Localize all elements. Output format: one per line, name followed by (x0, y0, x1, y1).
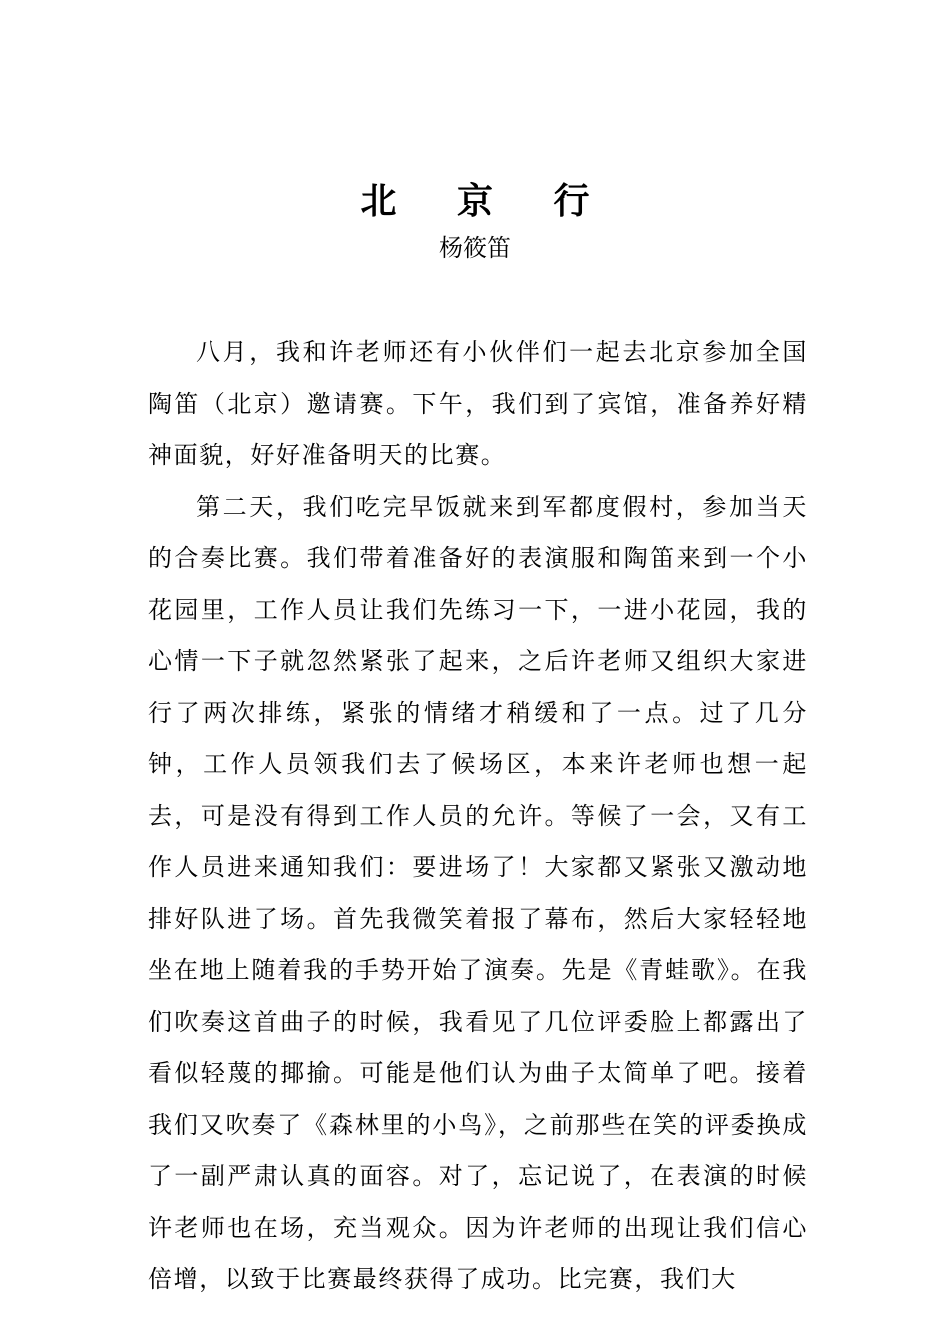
document-title: 北 京 行 (360, 180, 614, 222)
document-body (148, 327, 808, 1306)
paragraph: 第二天，我们吃完早饭就来到军都度假村，参加当天的合奏比赛。我们带着准备好的表演服和陶笛来到一个小花园里，工作人员让我们先练习一下，一进小花园，我的心情一下子就忽然紧张了起来，之后许老师又组织大家进行了两次排练，紧张的情绪才稍缓和了一点。过了几分钟，工作人员领我们去了候场区，本来许老师也想一起去，可是没有得到工作人员的允许。等候了一会，又有工作人员进来通知我们：要进场了！大家都又紧张又激动地排好队进了场。首先我微笑着报了幕布，然后大家轻轻地坐在地上随着我的手势开始了演奏。先是《青蛙歌》。在我们吹奏这首曲子的时候，我看见了几位评委脸上都露出了看似轻蔑的揶揄。可能是他们认为曲子太简单了吧。接着我们又吹奏了《森林里的小鸟》，之前那些在笑的评委换成了一副严肃认真的面容。对了，忘记说了，在表演的时候许老师也在场，充当观众。因为许老师的出现让我们信心倍增，以致于比赛最终获得了成功。比完赛，我们大 (148, 492, 808, 1293)
document-author: 杨筱笛 (439, 234, 511, 262)
paragraph: 八月，我和许老师还有小伙伴们一起去北京参加全国陶笛（北京）邀请赛。下午，我们到了宾馆，准备养好精神面貌，好好准备明天的比赛。 (148, 338, 808, 469)
